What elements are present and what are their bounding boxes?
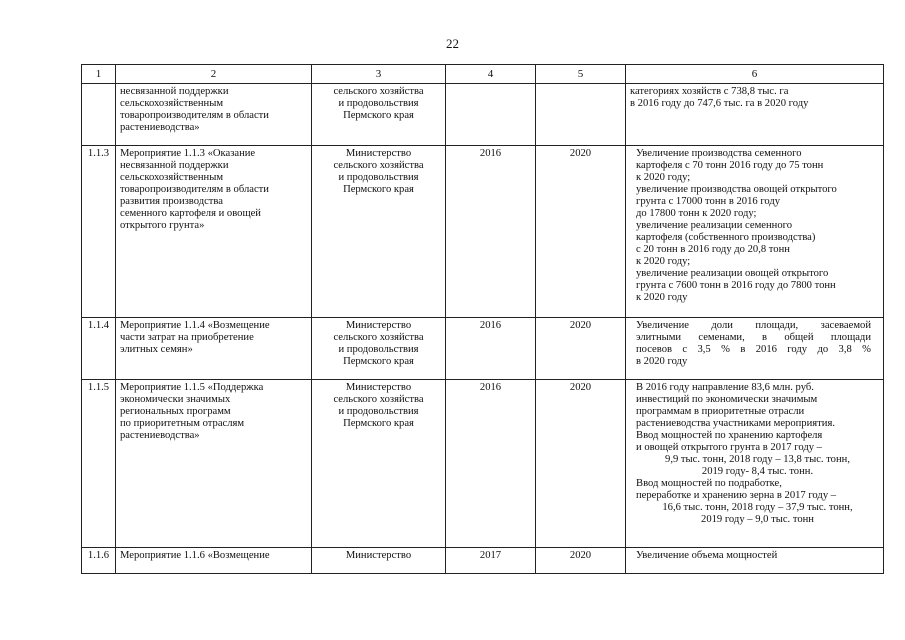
result-line: категориях хозяйств с 738,8 тыс. га [630,86,789,97]
measure-line: по приоритетным отраслям [120,418,245,429]
executor-line: сельского хозяйства [333,86,424,97]
result-line: картофеля (собственного производства) [636,232,816,243]
executor-line: Министерство [345,148,412,159]
result-cell [626,548,884,574]
measure-cell [116,318,312,380]
measure-line: экономически значимых [120,394,231,405]
start-year-cell: 2016 [446,146,536,318]
measure-line: сельскохозяйственным [120,98,224,109]
result-line: увеличение реализации семенного [636,220,792,231]
result-line: переработке и хранению зерна в 2017 году – [636,490,837,501]
page-number: 22 [446,36,459,51]
end-year-cell: 2020 [536,548,626,574]
measure-line: растениеводства» [120,430,200,441]
result-line: Увеличение объема мощностей [636,550,778,561]
table-row [82,84,884,146]
result-line: 9,9 тыс. тонн, 2018 году – 13,8 тыс. тонн, [665,454,850,465]
executor-line: Министерство [345,382,412,393]
result-line: 2019 году – 9,0 тыс. тонн [701,514,814,525]
header-cell: 6 [626,65,884,84]
executor-line: сельского хозяйства [333,332,424,343]
table-row [82,318,884,380]
header-cell: 2 [116,65,312,84]
measure-line: товаропроизводителям в области [120,110,269,121]
executor-line: и продовольствия [338,406,419,417]
measure-line: несвязанной поддержки [120,86,229,97]
measure-cell [116,548,312,574]
measure-line: растениеводства» [120,122,200,133]
executor-line: и продовольствия [338,98,419,109]
measure-line: семенного картофеля и овощей [120,208,261,219]
executor-cell [312,318,446,380]
executor-line: и продовольствия [338,172,419,183]
measure-line: Мероприятие 1.1.5 «Поддержка [120,382,264,393]
executor-cell [312,146,446,318]
result-line: программам в приоритетные отрасли [636,406,805,417]
result-line: Ввод мощностей по хранению картофеля [636,430,823,441]
header-cell: 4 [446,65,536,84]
result-cell [626,380,884,548]
result-line: грунта с 7600 тонн в 2016 году до 7800 тонн [636,280,836,291]
executor-line: Министерство [345,320,412,331]
result-line: картофеля с 70 тонн 2016 году до 75 тонн [636,160,824,171]
measure-line: Мероприятие 1.1.6 «Возмещение [120,550,270,561]
result-line: 16,6 тыс. тонн, 2018 году – 37,9 тыс. тонн, [662,502,853,513]
measure-line: товаропроизводителям в области [120,184,269,195]
start-year-cell: 2017 [446,548,536,574]
result-line: 2019 году- 8,4 тыс. тонн. [701,466,814,477]
result-line: грунта с 17000 тонн в 2016 году [636,196,781,207]
result-line: В 2016 году направление 83,6 млн. руб. [636,382,814,393]
result-line: с 20 тонн в 2016 году до 20,8 тонн [636,244,790,255]
result-line: к 2020 году [636,292,688,303]
executor-line: сельского хозяйства [333,394,424,405]
executor-line: Пермского края [343,184,414,195]
header-cell: 3 [312,65,446,84]
measure-line: открытого грунта» [120,220,205,231]
start-year-cell [446,84,536,146]
executor-line: Пермского края [343,418,414,429]
executor-line: сельского хозяйства [333,160,424,171]
measure-cell [116,84,312,146]
result-line: Ввод мощностей по подработке, [636,478,782,489]
result-line: растениеводства участниками мероприятия. [636,418,835,429]
table-header-row [82,65,884,84]
result-line: посевов с 3,5 % в 2016 году до 3,8 % [636,344,871,355]
end-year-cell: 2020 [536,146,626,318]
header-cell: 5 [536,65,626,84]
measure-line: несвязанной поддержки [120,160,229,171]
result-line: к 2020 году; [636,172,691,183]
executor-line: Пермского края [343,110,414,121]
executor-cell [312,380,446,548]
executor-line: и продовольствия [338,344,419,355]
result-line: до 17800 тонн к 2020 году; [636,208,757,219]
measure-line: Мероприятие 1.1.4 «Возмещение [120,320,270,331]
row-number [82,84,116,146]
result-cell [626,318,884,380]
executor-line: Министерство [345,550,412,561]
end-year-cell: 2020 [536,318,626,380]
table-row [82,380,884,548]
result-cell [626,146,884,318]
header-cell: 1 [82,65,116,84]
start-year-cell: 2016 [446,318,536,380]
result-line: элитными семенами, в общей площади [636,332,871,343]
measure-line: Мероприятие 1.1.3 «Оказание [120,148,256,159]
start-year-cell: 2016 [446,380,536,548]
end-year-cell [536,84,626,146]
result-line: в 2020 году [636,356,688,367]
result-line: к 2020 году; [636,256,691,267]
table-row [82,548,884,574]
measure-cell [116,380,312,548]
result-line: инвестиций по экономически значимым [636,394,818,405]
row-number: 1.1.3 [82,146,116,318]
result-line: в 2016 году до 747,6 тыс. га в 2020 году [630,98,809,109]
measure-cell [116,146,312,318]
measures-table [81,64,884,574]
executor-cell [312,548,446,574]
result-line: и овощей открытого грунта в 2017 году – [636,442,822,453]
result-line: увеличение реализации овощей открытого [636,268,829,279]
result-line: увеличение производства овощей открытого [636,184,837,195]
measure-line: элитных семян» [120,344,193,355]
executor-cell [312,84,446,146]
result-line: Увеличение производства семенного [636,148,802,159]
result-line: Увеличение доли площади, засеваемой [636,320,871,331]
end-year-cell: 2020 [536,380,626,548]
measure-line: сельскохозяйственным [120,172,224,183]
result-cell [626,84,884,146]
measure-line: региональных программ [120,406,231,417]
executor-line: Пермского края [343,356,414,367]
row-number: 1.1.5 [82,380,116,548]
row-number: 1.1.6 [82,548,116,574]
measure-line: части затрат на приобретение [120,332,254,343]
measure-line: развития производства [120,196,223,207]
row-number: 1.1.4 [82,318,116,380]
table-row [82,146,884,318]
